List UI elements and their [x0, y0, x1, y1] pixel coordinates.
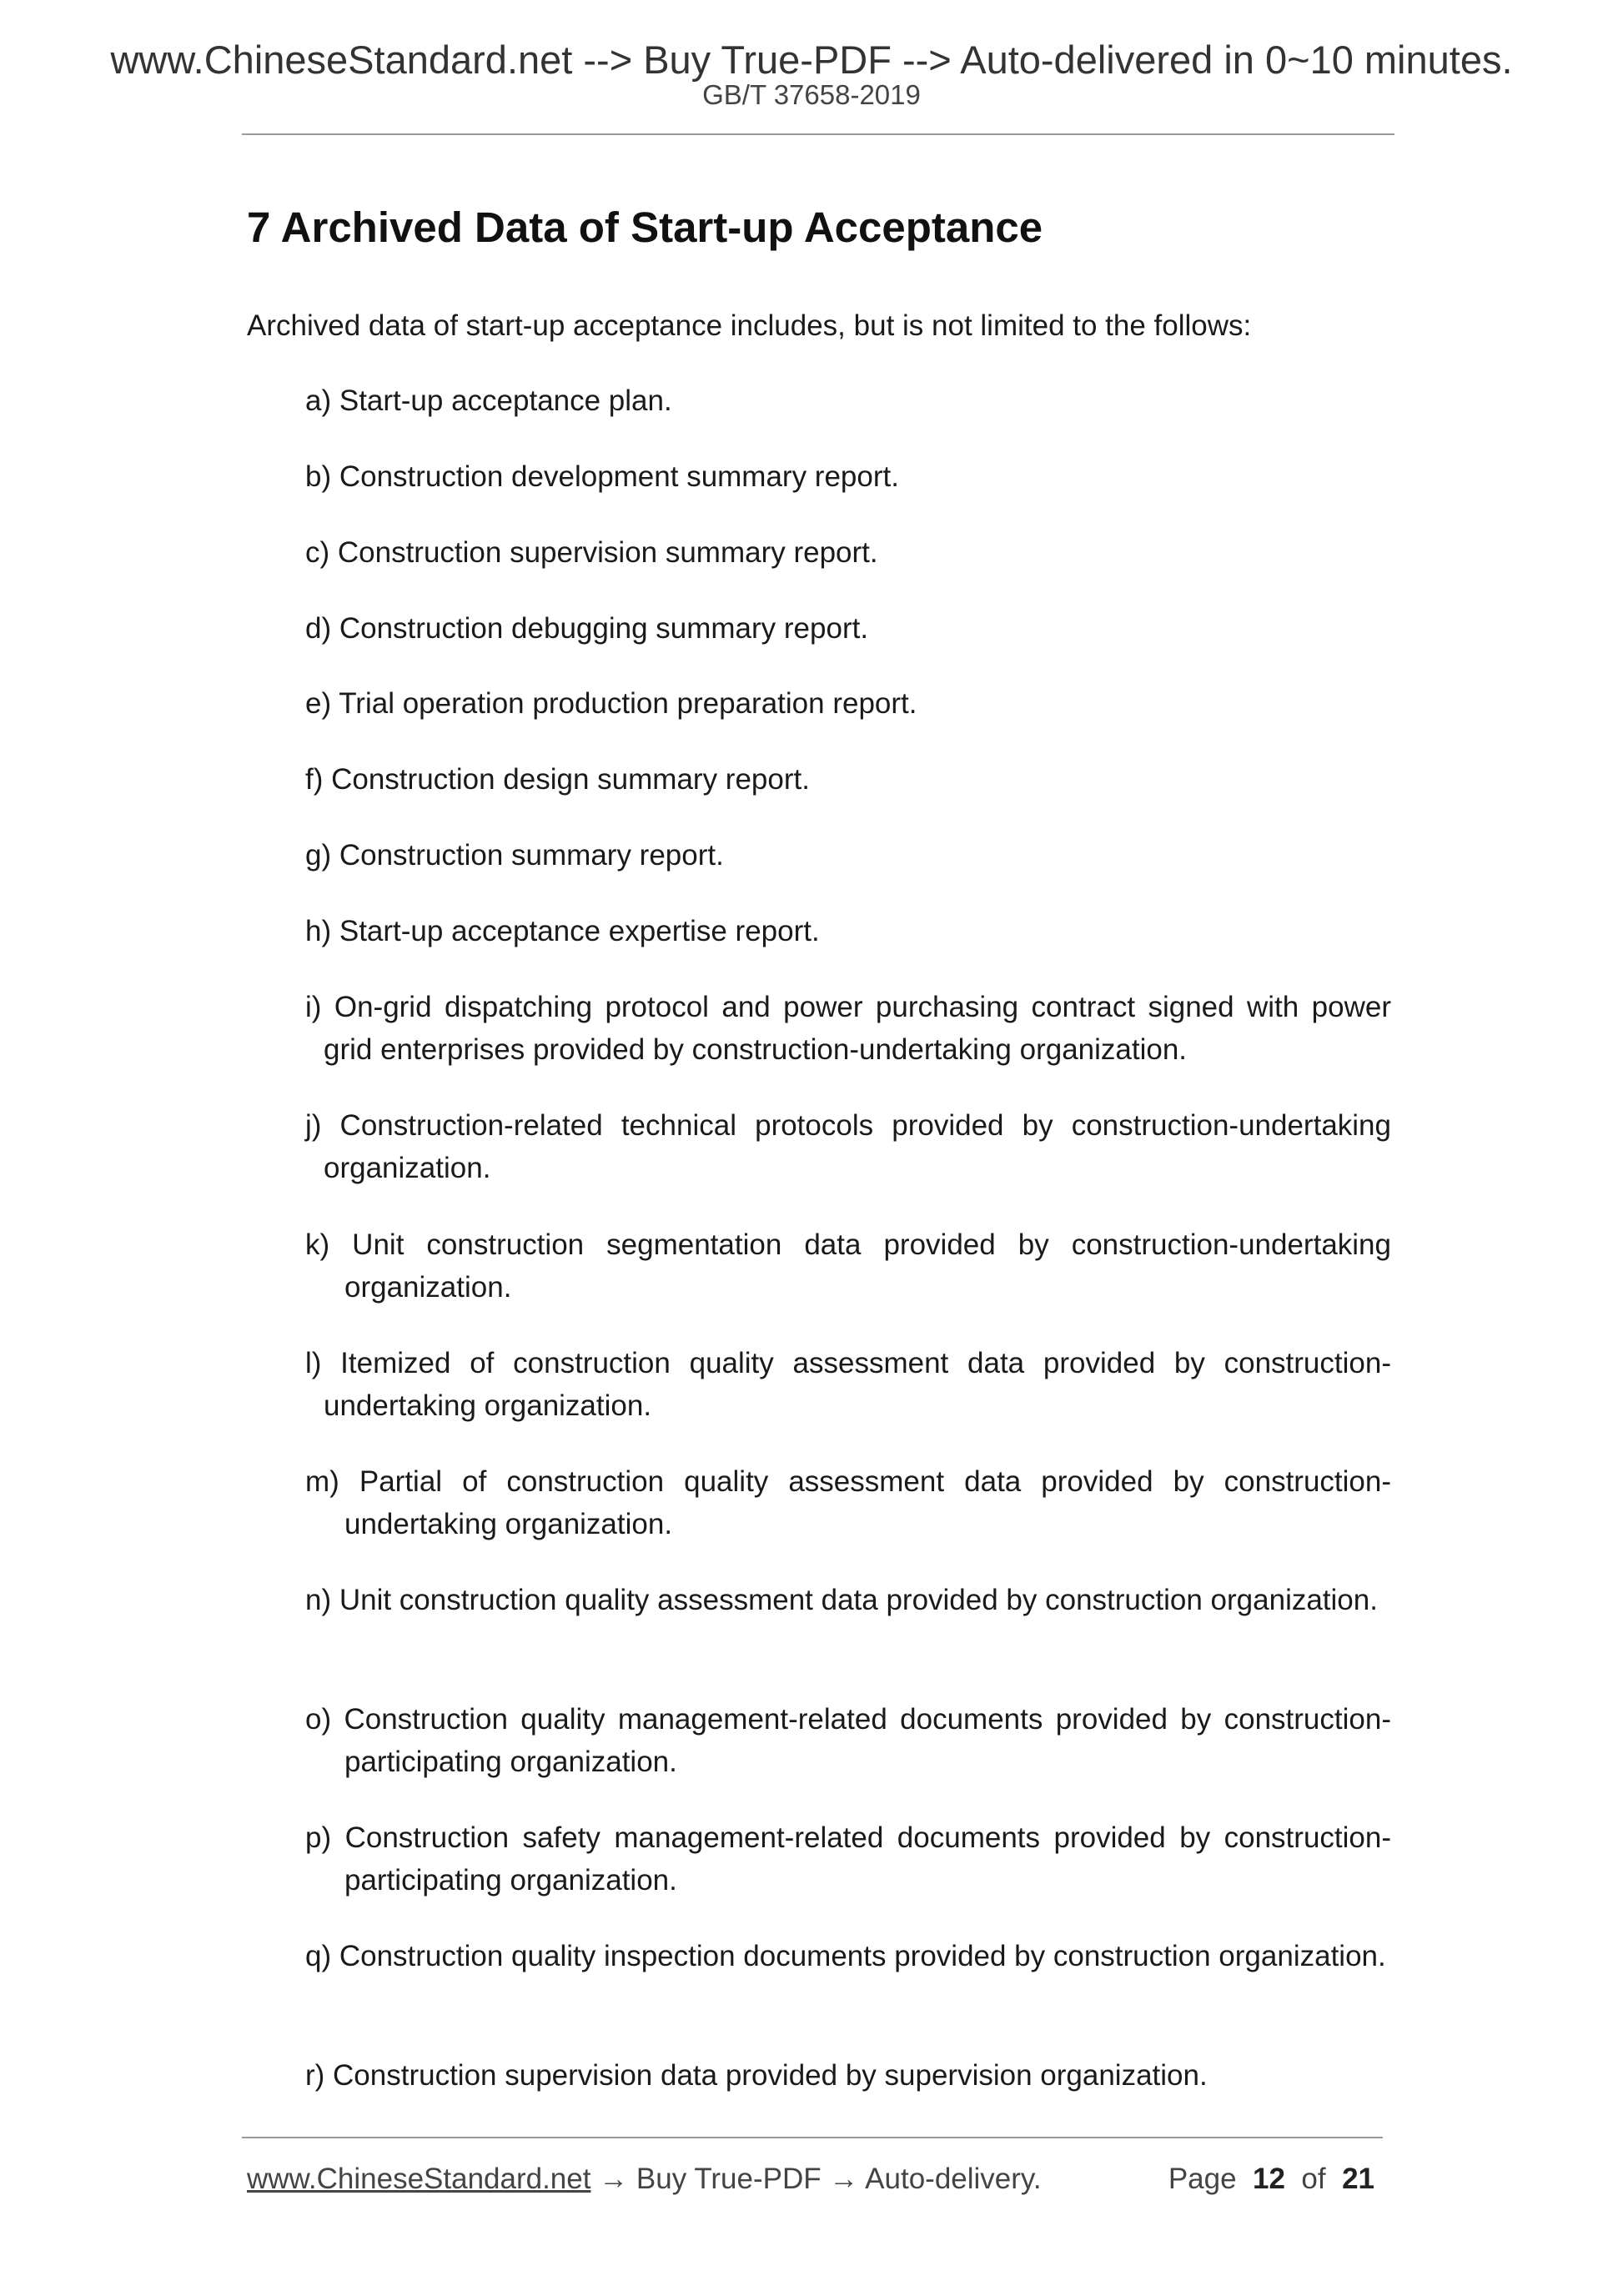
list-item: m) Partial of construction quality assessment data provided by construction-undertaking organization. [305, 1465, 1391, 1540]
header-divider [242, 133, 1394, 135]
footer-tagline: → Buy True-PDF → Auto-delivery. [590, 2163, 1042, 2195]
list-item: n) Unit construction quality assessment data provided by construction organization. [305, 1584, 1378, 1616]
list-item: l) Itemized of construction quality assessment data provided by construction-undertaking organization. [305, 1347, 1391, 1422]
list-item: f) Construction design summary report. [305, 763, 810, 796]
list-item: e) Trial operation production preparation report. [305, 687, 917, 720]
list-item: i) On-grid dispatching protocol and power purchasing contract signed with power grid enterprises provided by construction-undertaking organization. [305, 991, 1391, 1066]
page-label: Page [1168, 2163, 1237, 2195]
standard-code: GB/T 37658-2019 [702, 79, 921, 110]
list-item: d) Construction debugging summary report. [305, 612, 869, 645]
of-label: of [1301, 2163, 1326, 2195]
list-item: g) Construction summary report. [305, 839, 724, 872]
list-item: c) Construction supervision summary report. [305, 536, 878, 569]
section-title: 7 Archived Data of Start-up Acceptance [247, 203, 1043, 251]
list-item: p) Construction safety management-related documents provided by construction-participating organization. [305, 1821, 1391, 1897]
list-item: k) Unit construction segmentation data provided by construction-undertaking organization. [305, 1228, 1391, 1304]
footer-divider [242, 2137, 1383, 2138]
section-intro: Archived data of start-up acceptance includes, but is not limited to the follows: [247, 309, 1252, 342]
list-item: b) Construction development summary report. [305, 460, 899, 493]
page-number: 12 [1253, 2163, 1285, 2195]
list-item: q) Construction quality inspection documents provided by construction organization. [305, 1940, 1386, 1972]
footer-site-link[interactable]: www.ChineseStandard.net [247, 2163, 591, 2195]
page-footer [247, 2160, 1381, 2198]
site-banner: www.ChineseStandard.net --> Buy True-PDF --> Auto-delivered in 0~10 minutes. [110, 38, 1513, 82]
page-counter [1168, 2160, 1374, 2198]
list-item: j) Construction-related technical protocols provided by construction-undertaking organization. [305, 1109, 1391, 1184]
list-item: a) Start-up acceptance plan. [305, 384, 672, 417]
list-item: h) Start-up acceptance expertise report. [305, 915, 820, 947]
total-pages: 21 [1342, 2163, 1374, 2195]
footer-promo [247, 2160, 1042, 2198]
list-item: o) Construction quality management-related documents provided by construction-participating organization. [305, 1703, 1391, 1778]
list-item: r) Construction supervision data provided by supervision organization. [305, 2059, 1208, 2092]
